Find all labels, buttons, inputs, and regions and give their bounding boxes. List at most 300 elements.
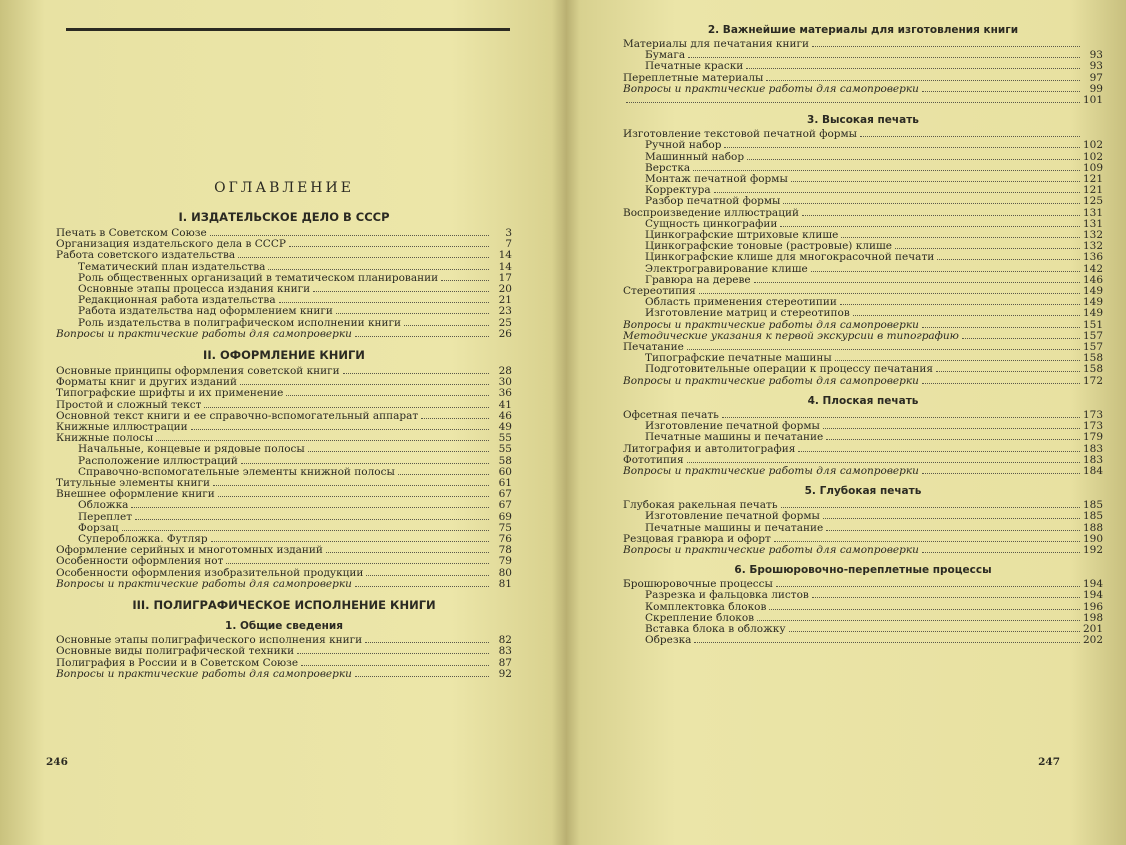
toc-entry xyxy=(623,286,1103,297)
dot-leader xyxy=(936,365,1080,372)
toc-entry-page: 30 xyxy=(498,376,512,389)
toc-entry xyxy=(56,262,512,273)
toc-entry xyxy=(56,579,512,590)
dot-leader xyxy=(823,422,1080,429)
toc-entry-page: 92 xyxy=(498,667,512,680)
dot-leader xyxy=(240,378,489,385)
toc-entry-page: 149 xyxy=(1082,307,1103,320)
toc-entry-title: Разбор печатной формы xyxy=(645,196,781,208)
dot-leader xyxy=(308,445,489,452)
toc-entry-title: Вопросы и практические работы для самопроверки xyxy=(56,328,352,340)
dot-leader xyxy=(204,401,489,408)
toc-entry-title: Книжные полосы xyxy=(56,433,154,445)
toc-entry-title: Внешнее оформление книги xyxy=(56,489,215,501)
toc-entry-page: 185 xyxy=(1082,499,1103,512)
toc-entry xyxy=(623,353,1103,364)
toc-entry-page: 14 xyxy=(498,260,512,273)
toc-entry xyxy=(56,534,512,545)
toc-entry xyxy=(56,318,512,329)
toc-entry-page: 55 xyxy=(498,443,512,456)
toc-entry-title: Вопросы и практические работы для самопроверки xyxy=(56,578,352,590)
part-title: III. ПОЛИГРАФИЧЕСКОЕ ИСПОЛНЕНИЕ КНИГИ xyxy=(132,598,436,613)
dot-leader xyxy=(791,175,1080,182)
dot-leader xyxy=(404,319,489,326)
toc-entry xyxy=(623,297,1103,308)
toc-entry xyxy=(56,669,512,680)
dot-leader xyxy=(922,467,1080,474)
toc-entry xyxy=(623,511,1103,522)
dot-leader xyxy=(336,307,489,314)
dot-leader xyxy=(895,242,1080,249)
toc-entry xyxy=(56,329,512,340)
toc-entry-title: Брошюровочные процессы xyxy=(623,579,773,591)
dot-leader xyxy=(191,423,489,430)
toc-entry-title: Корректура xyxy=(645,185,711,197)
toc-entry-title: Редакционная работа издательства xyxy=(78,295,276,307)
toc-entry-title: Особенности оформления изобразительной продукции xyxy=(56,567,364,579)
dot-leader xyxy=(355,580,489,587)
toc-entry-title: Сущность цинкографии xyxy=(645,218,778,230)
toc-entry-page: 194 xyxy=(1082,589,1103,602)
toc-entry xyxy=(56,467,512,478)
toc-entry-page: 25 xyxy=(498,316,512,329)
dot-leader xyxy=(326,546,489,553)
toc-entry-page: 82 xyxy=(498,634,512,647)
toc-entry xyxy=(623,421,1103,432)
dot-leader xyxy=(313,285,489,292)
dot-leader xyxy=(694,636,1080,643)
toc-entry xyxy=(623,635,1103,646)
dot-leader xyxy=(774,535,1080,542)
toc-entry-title: Гравюра на дереве xyxy=(645,274,751,286)
toc-entry xyxy=(56,250,512,261)
section-title: 5. Глубокая печать xyxy=(804,485,922,498)
toc-entry-title: Обрезка xyxy=(645,635,692,647)
toc-entry xyxy=(623,545,1103,556)
dot-leader xyxy=(210,229,489,236)
toc-entry-title: Комплектовка блоков xyxy=(645,601,767,613)
toc-entry-page: 46 xyxy=(498,409,512,422)
toc-entry-title: Изготовление печатной формы xyxy=(645,421,820,433)
dot-leader xyxy=(840,298,1080,305)
toc-entry-page: 192 xyxy=(1082,543,1103,556)
toc-entry xyxy=(56,377,512,388)
toc-entry xyxy=(623,613,1103,624)
toc-entry-title: Форзац xyxy=(78,522,119,534)
left-parts xyxy=(56,210,512,680)
toc-entry-title: Оформление серийных и многотомных изданий xyxy=(56,545,323,557)
toc-entry-title: Расположение иллюстраций xyxy=(78,455,238,467)
toc-entry-title: Вопросы и практические работы для самопроверки xyxy=(623,465,919,477)
toc-section xyxy=(623,114,1103,387)
toc-entry-page: 67 xyxy=(498,499,512,512)
toc-entry-title: Обложка xyxy=(78,500,129,512)
toc-section xyxy=(623,395,1103,477)
toc-entry xyxy=(623,275,1103,286)
toc-entry-title: Роль издательства в полиграфическом исполнении книги xyxy=(78,317,402,329)
toc-entry-page: 28 xyxy=(498,365,512,378)
dot-leader xyxy=(421,412,489,419)
toc-entry-title: Основные принципы оформления советской книги xyxy=(56,366,340,378)
toc-entry-page: 172 xyxy=(1082,374,1103,387)
toc-section xyxy=(623,24,1103,106)
toc-entry-page: 99 xyxy=(1089,82,1103,95)
toc-entry-title: Типографские шрифты и их применение xyxy=(56,388,284,400)
dot-leader xyxy=(218,490,489,497)
dot-leader xyxy=(241,457,489,464)
toc-entry-page: 194 xyxy=(1082,578,1103,591)
toc-entry-page: 179 xyxy=(1082,431,1103,444)
toc-section xyxy=(623,485,1103,556)
dot-leader xyxy=(811,265,1080,272)
dot-leader xyxy=(937,253,1080,260)
dot-leader xyxy=(860,130,1080,137)
toc-entry-title: Полиграфия в России и в Советском Союзе xyxy=(56,657,299,669)
toc-entry-title: Бумага xyxy=(645,50,686,62)
part-title: I. ИЗДАТЕЛЬСКОЕ ДЕЛО В СССР xyxy=(178,210,390,224)
toc-entry xyxy=(56,284,512,295)
toc-entry xyxy=(623,602,1103,613)
toc-entry xyxy=(56,306,512,317)
toc-entry xyxy=(56,489,512,500)
toc-entry xyxy=(623,500,1103,511)
toc-entry-title: Переплетные материалы xyxy=(623,72,764,84)
toc-entry-page: 158 xyxy=(1082,363,1103,376)
toc-entry-page: 121 xyxy=(1082,173,1103,186)
toc-entry xyxy=(56,400,512,411)
dot-leader xyxy=(343,367,489,374)
dot-leader xyxy=(826,433,1080,440)
dot-leader xyxy=(812,591,1080,598)
dot-leader xyxy=(441,274,489,281)
toc-entry-page: 146 xyxy=(1082,273,1103,286)
toc-entry-title: Печатание xyxy=(623,342,684,354)
toc-entry-title: Роль общественных организаций в тематическом планировании xyxy=(78,272,439,284)
toc-entry-title: Печатные машины и печатание xyxy=(645,432,824,444)
toc-entry-page: 149 xyxy=(1082,296,1103,309)
toc-entry xyxy=(56,388,512,399)
toc-entry-title: Ручной набор xyxy=(645,140,722,152)
toc-entry xyxy=(56,239,512,250)
dot-leader xyxy=(853,309,1080,316)
dot-leader xyxy=(226,557,489,564)
dot-leader xyxy=(213,479,489,486)
toc-entry-title: Вставка блока в обложку xyxy=(645,623,786,635)
toc-entry-page: 41 xyxy=(498,398,512,411)
toc-entry xyxy=(623,219,1103,230)
dot-leader xyxy=(776,580,1080,587)
dot-leader xyxy=(398,468,489,475)
toc-entry xyxy=(56,646,512,657)
toc-entry xyxy=(623,264,1103,275)
toc-entry xyxy=(623,432,1103,443)
toc-entry-page: 36 xyxy=(498,387,512,400)
toc-entry-title: Справочно-вспомогательные элементы книжной полосы xyxy=(78,466,395,478)
toc-entry xyxy=(623,61,1103,72)
toc-entry xyxy=(623,523,1103,534)
left-toc xyxy=(56,180,512,686)
toc-entry-title: Основные виды полиграфической техники xyxy=(56,646,295,658)
toc-entry-title: Верстка xyxy=(645,162,691,174)
toc-entry-page: 49 xyxy=(498,421,512,434)
toc-entry-page: 158 xyxy=(1082,352,1103,365)
toc-entry xyxy=(623,534,1103,545)
toc-entry-title: Переплет xyxy=(78,511,132,523)
toc-entry xyxy=(623,84,1103,95)
toc-entry-page: 17 xyxy=(498,271,512,284)
dot-leader xyxy=(812,40,1080,47)
toc-entry xyxy=(623,444,1103,455)
toc-entry-title: Изготовление печатной формы xyxy=(645,511,820,523)
toc-entry xyxy=(56,556,512,567)
toc-entry xyxy=(623,208,1103,219)
toc-entry-title: Печатные краски xyxy=(645,61,744,73)
toc-entry-page: 102 xyxy=(1082,139,1103,152)
toc-entry-page: 14 xyxy=(498,249,512,262)
toc-entry-page: 157 xyxy=(1082,341,1103,354)
toc-entry-title: Работа советского издательства xyxy=(56,250,236,262)
section-title: 6. Брошюровочно-переплетные процессы xyxy=(734,564,992,577)
toc-entry xyxy=(623,140,1103,151)
toc-entry-page: 109 xyxy=(1082,161,1103,174)
toc-entry-page: 23 xyxy=(498,305,512,318)
toc-entry-page: 188 xyxy=(1082,521,1103,534)
toc-entry xyxy=(56,228,512,239)
toc-entry-page: 61 xyxy=(498,477,512,490)
toc-entry-title: Воспроизведение иллюстраций xyxy=(623,207,799,219)
toc-entry xyxy=(623,230,1103,241)
toc-entry-page: 87 xyxy=(498,656,512,669)
dot-leader xyxy=(922,546,1080,553)
toc-section xyxy=(623,564,1103,646)
toc-entry xyxy=(56,366,512,377)
toc-entry-page: 125 xyxy=(1082,195,1103,208)
dot-leader xyxy=(780,220,1080,227)
section-title: 3. Высокая печать xyxy=(807,114,919,127)
toc-entry xyxy=(56,545,512,556)
dot-leader xyxy=(781,501,1080,508)
toc-entry-title: Изготовление матриц и стереотипов xyxy=(645,308,850,320)
toc-entry xyxy=(623,331,1103,342)
toc-entry-title: Литография и автолитография xyxy=(623,443,796,455)
toc-entry xyxy=(56,568,512,579)
toc-entry-title: Глубокая ракельная печать xyxy=(623,500,778,512)
toc-part xyxy=(56,598,512,680)
dot-leader xyxy=(365,636,489,643)
toc-entry xyxy=(56,444,512,455)
toc-entry xyxy=(623,466,1103,477)
dot-leader xyxy=(798,445,1080,452)
toc-entry-page: 26 xyxy=(498,327,512,340)
dot-leader xyxy=(922,321,1080,328)
toc-entry-title: Вопросы и практические работы для самопроверки xyxy=(623,544,919,556)
header-rule xyxy=(66,28,510,31)
dot-leader xyxy=(688,51,1080,58)
toc-entry-page: 76 xyxy=(498,533,512,546)
toc-entry-title: Типографские печатные машины xyxy=(645,353,832,365)
section-title: 2. Важнейшие материалы для изготовления книги xyxy=(707,24,1019,36)
toc-entry-title: Книжные иллюстрации xyxy=(56,422,188,434)
toc-entry-page: 185 xyxy=(1082,510,1103,523)
toc-entry-title: Печать в Советском Союзе xyxy=(56,228,207,239)
toc-entry xyxy=(56,295,512,306)
toc-entry-page: 3 xyxy=(505,227,512,239)
dot-leader xyxy=(693,164,1080,171)
dot-leader xyxy=(746,62,1080,69)
toc-entry xyxy=(623,579,1103,590)
toc-entry-title: Вопросы и практические работы для самопроверки xyxy=(623,83,919,95)
toc-entry-title: Основные этапы процесса издания книги xyxy=(78,284,311,296)
toc-entry-page: 132 xyxy=(1082,229,1103,242)
toc-entry-title: Тематический план издательства xyxy=(78,261,266,273)
toc-entry-title: Основные этапы полиграфического исполнения книги xyxy=(56,635,363,647)
toc-entry-page: 102 xyxy=(1082,150,1103,163)
toc-entry-page: 97 xyxy=(1089,71,1103,84)
toc-entry xyxy=(623,129,1103,140)
toc-entry-page: 101 xyxy=(1082,94,1103,107)
toc-entry xyxy=(623,152,1103,163)
toc-entry-title: Изготовление текстовой печатной формы xyxy=(623,129,858,141)
toc-entry-page: 183 xyxy=(1082,453,1103,466)
toc-entry-title: Монтаж печатной формы xyxy=(645,174,788,186)
toc-entry xyxy=(623,196,1103,207)
toc-entry-title: Вопросы и практические работы для самопроверки xyxy=(623,319,919,331)
part-title: II. ОФОРМЛЕНИЕ КНИГИ xyxy=(203,348,365,363)
toc-entry xyxy=(56,658,512,669)
toc-entry-title: Подготовительные операции к процессу печатания xyxy=(645,364,934,376)
toc-entry xyxy=(56,273,512,284)
toc-entry-page: 79 xyxy=(498,555,512,568)
toc-entry xyxy=(56,411,512,422)
dot-leader xyxy=(783,197,1080,204)
toc-entry-title: Машинный набор xyxy=(645,151,745,163)
toc-entry xyxy=(623,241,1103,252)
toc-entry-page: 69 xyxy=(498,510,512,523)
toc-entry-title: Разрезка и фальцовка листов xyxy=(645,590,809,602)
toc-entry-page: 131 xyxy=(1082,217,1103,230)
toc-entry-title: Организация издательского дела в СССР xyxy=(56,239,286,251)
toc-entry-title: Вопросы и практические работы для самопроверки xyxy=(623,375,919,387)
dot-leader xyxy=(766,74,1080,81)
dot-leader xyxy=(297,647,489,654)
section-title: 4. Плоская печать xyxy=(807,394,919,407)
right-page-number: 247 xyxy=(1038,756,1060,768)
toc-entry-page: 142 xyxy=(1082,262,1103,275)
toc-entry-page: 83 xyxy=(498,645,512,658)
toc-entry-page: 149 xyxy=(1082,285,1103,298)
dot-leader xyxy=(135,513,489,520)
toc-entry-title: Форматы книг и других изданий xyxy=(56,377,237,389)
dot-leader xyxy=(289,240,489,247)
toc-entry-page: 184 xyxy=(1082,464,1103,477)
right-page xyxy=(567,0,1126,845)
dot-leader xyxy=(626,96,1080,103)
dot-leader xyxy=(122,524,490,531)
dot-leader xyxy=(687,343,1080,350)
toc-entry-page: 80 xyxy=(498,566,512,579)
toc-entry-title: Электрогравирование клише xyxy=(645,263,808,275)
toc-entry xyxy=(623,410,1103,421)
toc-entry-page: 93 xyxy=(1089,49,1103,62)
toc-entry-page: 196 xyxy=(1082,600,1103,613)
toc-entry-title: Цинкографские штриховые клише xyxy=(645,230,839,242)
dot-leader xyxy=(922,377,1080,384)
toc-entry xyxy=(623,39,1103,50)
toc-entry xyxy=(623,50,1103,61)
toc-entry-title: Цинкографские клише для многокрасочной печати xyxy=(645,252,935,264)
dot-leader xyxy=(754,276,1080,283)
toc-entry-title: Особенности оформления нот xyxy=(56,556,224,568)
toc-entry-page: 136 xyxy=(1082,251,1103,264)
toc-entry-page: 198 xyxy=(1082,611,1103,624)
dot-leader xyxy=(131,501,489,508)
dot-leader xyxy=(355,670,489,677)
dot-leader xyxy=(823,512,1080,519)
toc-entry-page: 81 xyxy=(498,577,512,590)
toc-entry-title: Офсетная печать xyxy=(623,409,719,421)
dot-leader xyxy=(769,603,1080,610)
toc-entry-title: Печатные машины и печатание xyxy=(645,522,824,534)
toc-entry-title: Простой и сложный текст xyxy=(56,399,202,411)
toc-entry-page: 201 xyxy=(1082,622,1103,635)
toc-entry-page: 60 xyxy=(498,465,512,478)
toc-entry-page: 7 xyxy=(505,238,512,251)
toc-entry xyxy=(623,320,1103,331)
toc-entry xyxy=(56,523,512,534)
toc-entry-page: 121 xyxy=(1082,184,1103,197)
dot-leader xyxy=(286,389,489,396)
toc-entry-page: 190 xyxy=(1082,532,1103,545)
dot-leader xyxy=(841,231,1080,238)
toc-entry-title: Суперобложка. Футляр xyxy=(78,534,208,546)
toc-entry xyxy=(623,376,1103,387)
toc-entry xyxy=(623,455,1103,466)
toc-entry-page: 183 xyxy=(1082,442,1103,455)
dot-leader xyxy=(687,456,1080,463)
dot-leader xyxy=(355,330,489,337)
toc-entry-page: 151 xyxy=(1082,318,1103,331)
toc-entry-title: Работа издательства над оформлением книги xyxy=(78,306,333,318)
toc-entry-title: Стереотипия xyxy=(623,286,696,298)
toc-entry-title: Начальные, концевые и рядовые полосы xyxy=(78,444,305,456)
toc-entry-page: 173 xyxy=(1082,408,1103,421)
toc-entry-page: 58 xyxy=(498,454,512,467)
section-title: 1. Общие сведения xyxy=(225,620,343,633)
toc-entry xyxy=(56,478,512,489)
dot-leader xyxy=(238,251,489,258)
toc-entry-title: Фототипия xyxy=(623,454,684,466)
toc-entry-title: Вопросы и практические работы для самопроверки xyxy=(56,668,352,680)
toc-entry-page: 173 xyxy=(1082,420,1103,433)
dot-leader xyxy=(757,614,1080,621)
dot-leader xyxy=(724,141,1079,148)
left-page-number: 246 xyxy=(46,756,68,768)
dot-leader xyxy=(722,411,1080,418)
toc-entry-title: Область применения стереотипии xyxy=(645,297,837,309)
toc-entry xyxy=(56,500,512,511)
right-toc xyxy=(623,16,1103,652)
toc-entry xyxy=(623,95,1103,106)
toc-entry xyxy=(56,422,512,433)
toc-entry-title: Титульные элементы книги xyxy=(56,478,210,490)
right-sections xyxy=(623,24,1103,646)
toc-entry xyxy=(56,512,512,523)
dot-leader xyxy=(962,332,1080,339)
dot-leader xyxy=(789,625,1080,632)
toc-entry-title: Материалы для печатания книги xyxy=(623,39,809,50)
dot-leader xyxy=(366,569,489,576)
dot-leader xyxy=(922,85,1080,92)
